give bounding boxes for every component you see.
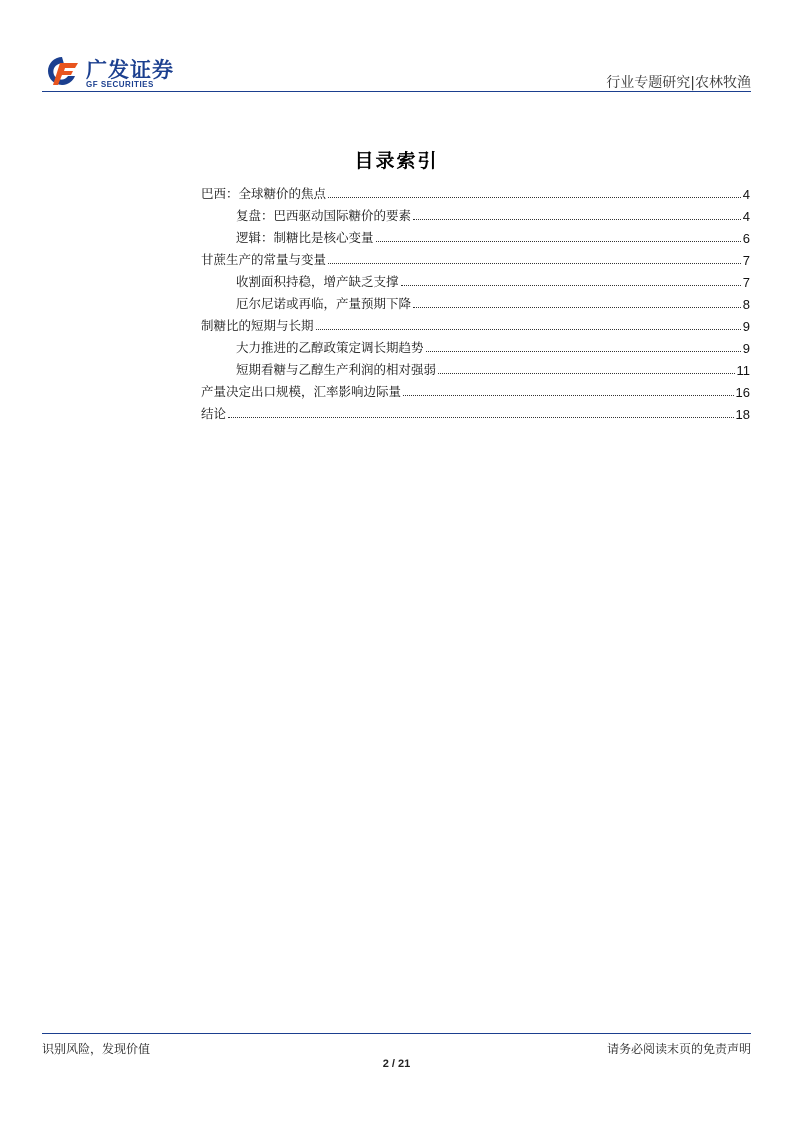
toc-entry[interactable] [201,224,750,246]
toc-title: 目录索引 [354,150,439,172]
toc-dot-leader [328,196,741,198]
toc-dot-leader [376,240,741,242]
footer-divider [42,1033,751,1034]
toc-entry-label: 巴西：全球糖价的焦点 [201,186,327,201]
toc-dot-leader [413,306,741,308]
toc-dot-leader [228,416,734,418]
logo-chinese-name: 广发证券 [86,58,174,82]
toc-entry-label: 产量决定出口规模，汇率影响边际量 [201,384,402,399]
company-logo [42,52,182,92]
logo-english-name: GF SECURITIES [86,80,154,89]
toc-entry-page: 6 [742,231,750,246]
toc-entry[interactable] [201,290,750,312]
toc-entry-page: 9 [742,341,750,356]
toc-entry[interactable] [201,356,750,378]
toc-dot-leader [403,394,734,396]
toc-dot-leader [328,262,741,264]
toc-entry-page: 8 [742,297,750,312]
toc-entry-label: 逻辑：制糖比是核心变量 [236,230,374,245]
footer-disclaimer-note: 请务必阅读末页的免责声明 [606,1042,751,1056]
page-header [42,52,751,94]
header-divider [42,91,751,92]
toc-entry[interactable] [201,180,750,202]
toc-dot-leader [426,350,741,352]
toc-entry[interactable] [201,378,750,400]
toc-entry-page: 7 [742,275,750,290]
toc-entry[interactable] [201,268,750,290]
toc-entry-label: 大力推进的乙醇政策定调长期趋势 [236,340,424,355]
toc-entry-label: 短期看糖与乙醇生产利润的相对强弱 [236,362,437,377]
page-number: 2 / 21 [382,1058,411,1070]
toc-entry[interactable] [201,312,750,334]
toc-entry[interactable] [201,334,750,356]
toc-entry-page: 7 [742,253,750,268]
table-of-contents [201,180,750,422]
toc-entry-page: 4 [742,187,750,202]
toc-entry[interactable] [201,400,750,422]
report-category: 行业专题研究|农林牧渔 [606,75,751,91]
toc-dot-leader [316,328,741,330]
toc-entry-label: 甘蔗生产的常量与变量 [201,252,327,267]
toc-dot-leader [438,372,734,374]
toc-entry-page: 11 [736,363,750,378]
gf-logo-icon [42,54,82,88]
toc-entry-page: 16 [735,385,750,400]
footer-slogan: 识别风险，发现价值 [42,1042,151,1056]
toc-entry-label: 厄尔尼诺或再临，产量预期下降 [236,296,412,311]
toc-dot-leader [401,284,741,286]
toc-entry-label: 收割面积持稳，增产缺乏支撑 [236,274,399,289]
toc-entry[interactable] [201,246,750,268]
toc-entry-label: 复盘：巴西驱动国际糖价的要素 [236,208,412,223]
toc-entry-page: 4 [742,209,750,224]
toc-entry-label: 制糖比的短期与长期 [201,318,314,333]
toc-entry-label: 结论 [201,406,227,421]
toc-entry-page: 9 [742,319,750,334]
toc-entry[interactable] [201,202,750,224]
toc-dot-leader [413,218,741,220]
toc-entry-page: 18 [735,407,750,422]
